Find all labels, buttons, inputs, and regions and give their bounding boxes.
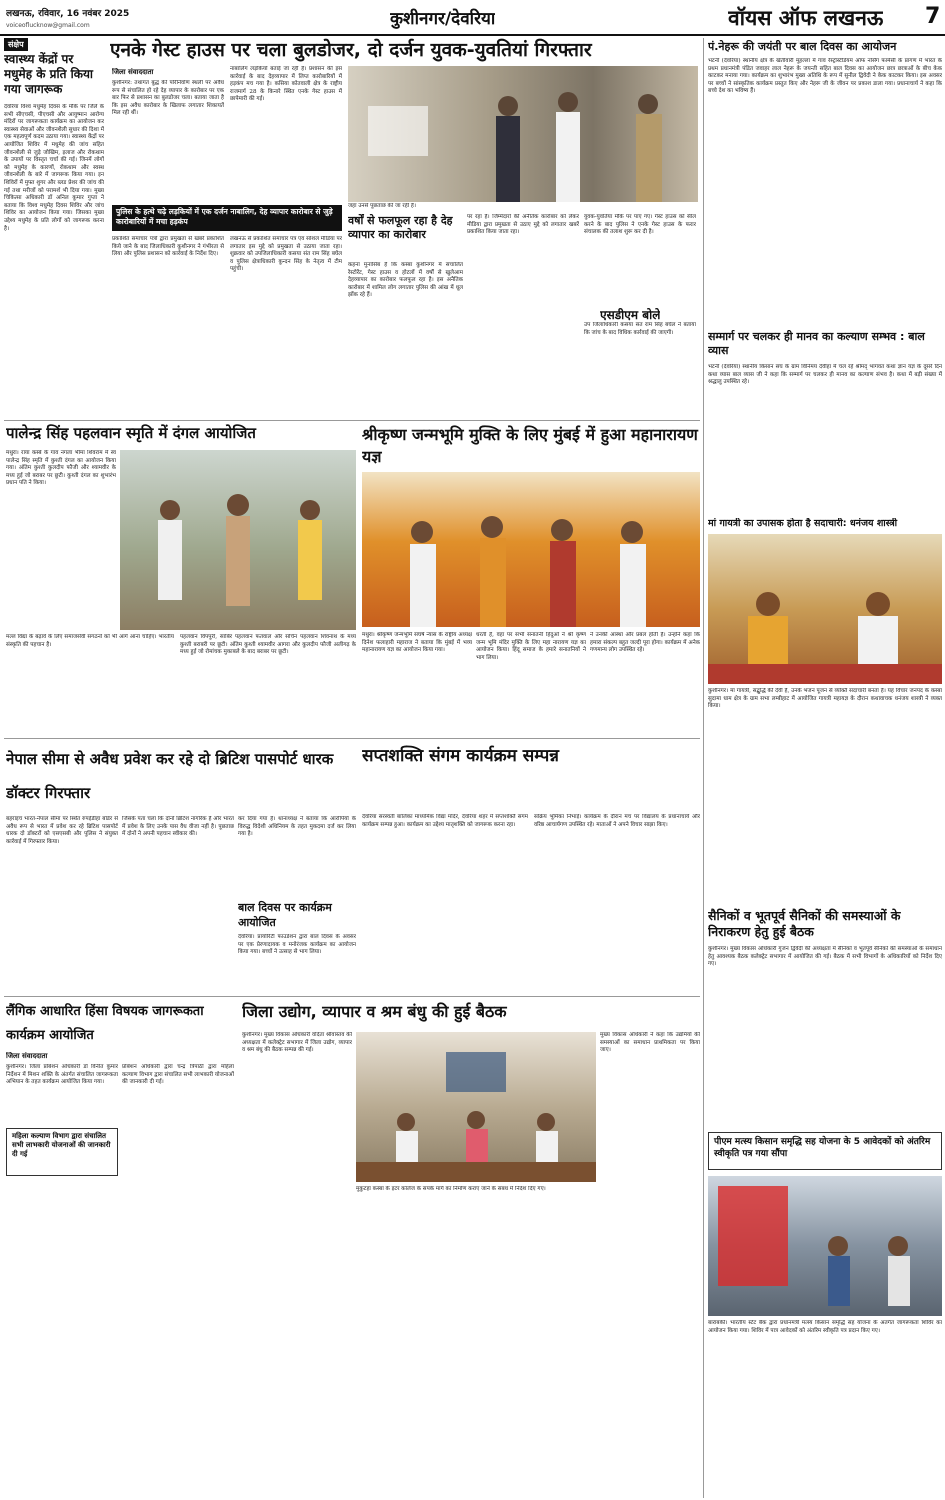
- lead-dateline: जिला संवाददाता: [112, 68, 154, 76]
- udyog-body3: मुख्य विकास अधिकारी ने कहा कि उद्यमियों की समस्याओं का समाधान प्राथमिकता पर किया जाए।: [600, 1032, 700, 1054]
- lead-col-bottom1: प्रकाशित समाचार पत्रों द्वारा प्रमुखता से खबरें प्रकाशित किये जाने के बाद जिलाधिकारी कुशीनगर ने गंभीरता से लिया और पुलिस प्रशासन को कार्रवाई के निर्देश दिए।: [112, 236, 224, 258]
- wrestling-photo-figures: [120, 450, 356, 630]
- gayatri-body: कुशीनगर। मां गायत्री, सद्बुद्धि की देवी है, उनके भजन पूजन से व्यक्ति सदाचारी बनता है। यह विचार जनपद के कस्बा सुदामा धाम क्षेत्र के ग्राम सभा लम्बीहाट में आयोजित गायत्री महायज्ञ के दौरान कथावाचक धनंजय शास्त्री ने व्यक्त किया।: [708, 688, 942, 710]
- baldiwas-body: देवरिया। प्रायोरिटी फाउंडेशन द्वारा बाल दिवस के अवसर पर एक प्रेरणादायक व मनोरंजक कार्यक्रम का आयोजन किया गया। बच्चों ने उत्साह से भाग लिया।: [238, 934, 356, 956]
- sdm-headline: एसडीएम बोले: [600, 308, 661, 322]
- sainik-body: कुशीनगर। मुख्य विकास अधिकारी गुंजन द्विवेदी की अध्यक्षता में सैनिकों व भूतपूर्व सैनिकों की समस्याओं के समाधान हेतु आवश्यक बैठक कलेक्ट्रेट सभागार में आयोजित की गई। बैठक में सभी विभागों के अधिकारियों को निर्देश दिए गए।: [708, 946, 942, 968]
- janmabhoomi-body3: ने उनकी आस्था और प्रबल होती है। उन्होंने कहा कि हमारा संकल्प बहुत जल्दी पूरा होगा। कार्यक्रम में अनेक गणमान्य लोग उपस्थित रहे।: [590, 632, 700, 654]
- section-rule-1: [4, 420, 700, 421]
- nepal-body2: जिसके पता चला कि दोनों ब्रिटिश नागरिक हैं और भारत में प्रवेश के लिए उनके पास वैध वीजा नहीं है। पूछताछ में दोनों ने अपनी पहचान स्वीकार की।: [122, 816, 234, 838]
- janmabhoomi-photo: [362, 472, 700, 627]
- gayatri-photo-figures: [708, 534, 942, 684]
- laingik-headline: लैंगिक आधारित हिंसा विषयक जागरूकता कार्यक्रम आयोजित: [6, 1004, 204, 1043]
- udyog-body2: मुकुटहा कस्बा के इंटर कॉलेज के संपर्क मार्ग का निर्माण कराए जाने के संबंध में निर्देश दिए गए।: [356, 1186, 546, 1192]
- section-rule-2: [4, 738, 700, 739]
- lead-side-headline: वर्षों से फलफूल रहा है देह व्यापार का कारोबार: [348, 214, 453, 241]
- janmabhoomi-photo-figures: [362, 472, 700, 627]
- laingik-box: महिला कल्याण विभाग द्वारा संचालित सभी लाभकारी योजनाओं की जानकारी दी गई: [6, 1128, 118, 1176]
- balvyas-headline: सम्मार्ग पर चलकर ही मानव का कल्याण सम्भव : बाल व्यास: [708, 330, 925, 357]
- brief-headline: स्वास्थ्य केंद्रों पर मधुमेह के प्रति किया गया जागरूक: [4, 52, 94, 96]
- lead-col2: नाबालिग लड़कियों बताई जा रही है। प्रशासन की इस कार्रवाई के बाद देहव्यापार में लिप्त कारोबारियों में हड़कंप मच गया है। कसिया कोतवाली क्षेत्र के राष्ट्रीय राजमार्ग 28 के किनारे स्थित एनके गेस्ट हाउस में छापेमारी की गई।: [230, 66, 342, 103]
- lead-col-bottom2: लखनऊ से प्रकाशित समाचार पत्र एवं सोशल मीडिया पर लगातार इस मुद्दे को प्रमुखता से उठाया जाता रहा। शुक्रवार को उपजिलाधिकारी कसया संत राम सिंह बघेल व पुलिस क्षेत्राधिकारी कुन्दन सिंह के नेतृत्व में टीम पहुंची।: [230, 236, 342, 273]
- lead-photo-caption: जहां उनसे पूछताछ की जा रही है।: [348, 203, 416, 209]
- lead-col1: कुशीनगर: तथागत बुद्ध की परिनिर्वाण स्थली पर अवैध रूप से संचालित हो रहे देह व्यापार के कारोबार पर एक बार फिर से प्रशासन का बुलडोजर चला। बताया जाता है कि इस अवैध कारोबार के खिलाफ लगातार शिकायतें मिल रही थीं।: [112, 80, 224, 117]
- page-number: 7: [925, 4, 941, 29]
- laingik-body1: कुशीनगर। जिला प्रोबेशन अधिकारी डॉ विनीत कुमार निर्देशन में मिशन शक्ति के अंतर्गत संचालित जागरूकता अभियान के तहत कार्यक्रम आयोजित किया गया।: [6, 1064, 118, 1086]
- laingik-body2: प्रोबेशन अधिकारी द्वारा चन्द्र त्रिपाठी द्वारा महिला कल्याण विभाग द्वारा संचालित सभी लाभकारी योजनाओं की जानकारी दी गई।: [122, 1064, 234, 1086]
- nepal-body1: बहराइच भारत-नेपाल सीमा पर स्थित रुपईडीहा बॉर्डर से अवैध रूप से भारत में प्रवेश कर रहे ब्रिटिश पासपोर्ट धारक दो डॉक्टरों को एसएसबी और पुलिस ने संयुक्त कार्रवाई में गिरफ्तार किया।: [6, 816, 118, 845]
- udyog-headline: जिला उद्योग, व्यापार व श्रम बंधु की हुई बैठक: [242, 1002, 507, 1021]
- baldiwas-headline: बाल दिवस पर कार्यक्रम आयोजित: [238, 901, 332, 929]
- section-rule-3: [4, 996, 700, 997]
- brief-tag: संक्षेप: [4, 38, 28, 51]
- matsya-photo: [708, 1176, 942, 1316]
- nehru-body: भटनी (देवरिया) स्थानीय क्षेत्र के खेतीवारी मुहल्ला में गांव रेस्ट्रोस्टेडियम ऑफ नर्सिंग फार्मेसी के प्रांगण में भारत के प्रथम प्रधानमंत्री पंडित जवाहर लाल नेहरू के जयन्ती सहित बाल दिवस का आयोजन छात्र छात्राओं के बीच केक काटकर मनाया गया। कार्यक्रम का शुभारंभ मुख्य अतिथि के रूप में सुनील द्विवेदी ने केक काटकर किया। इस अवसर पर बच्चों ने सांस्कृतिक कार्यक्रम प्रस्तुत किए और नेहरू जी के जीवन पर प्रकाश डाला गया। प्रधानाचार्य ने कहा कि बच्चे देश का भविष्य हैं।: [708, 58, 942, 95]
- section-title: कुशीनगर/देवरिया: [390, 9, 496, 29]
- balvyas-body: भटनी (देवरिया) स्थानीय किसान संघ के ग्राम विनिमय देवीहा में चल रहे श्रीमद् भागवत कथा ज्ञान यज्ञ के दूसरे दिन कथा व्यास बाल व्यास जी ने कहा कि सम्मार्ग पर चलकर ही मानव का कल्याण संभव है। कथा में बड़ी संख्या में श्रद्धालु उपस्थित रहे।: [708, 364, 942, 386]
- wrestling-body: मथुरा। राया कस्बे के गांव नगला भीमा शिवराम में स्व पालेन्द्र सिंह स्मृति में कुश्ती दंगल का आयोजन किया गया। अंतिम कुश्ती कुलदीप फौजी और श्यामवीर के मध्य हुई जो बराबर पर छूटी। कुश्ती दंगल का शुभारंभ प्रधान पति ने किया।: [6, 450, 116, 487]
- nehru-headline: पं.नेहरू की जयंती पर बाल दिवस का आयोजन: [708, 40, 897, 53]
- matsya-photo-figures: [708, 1176, 942, 1316]
- wrestling-headline: पालेन्द्र सिंह पहलवान स्मृति में दंगल आयोजित: [6, 424, 256, 442]
- saptashakti-headline: सप्तशक्ति संगम कार्यक्रम सम्पन्न: [362, 746, 559, 766]
- brief-box: [4, 38, 104, 418]
- matsya-body: बाराबंकी। भारतीय स्टेट बैंक द्वारा प्रधानमंत्री मत्स्य किसान समृद्धि सह योजना के अंतर्गत जागरूकता शिविर का आयोजन किया गया। शिविर में पात्र आवेदकों को अंतरिम स्वीकृति पत्र प्रदान किए गए।: [708, 1320, 942, 1334]
- janmabhoomi-body2: धरती है, वहां पर सभी सनातनी हिंदुओं ने श्री कृष्ण जन्म भूमि मंदिर मुक्ति के लिए महा नारायण यज्ञ का आयोजन किया। हिंदू समाज के हमारे सनातनियों ने भाग लिया।: [476, 632, 586, 661]
- brand-logo: वॉयस ऑफ लखनऊ: [728, 5, 884, 30]
- udyog-photo-figures: [356, 1032, 596, 1182]
- date-line: लखनऊ, रविवार, 16 नवंबर 2025: [6, 9, 130, 19]
- gayatri-photo: [708, 534, 942, 684]
- lead-side-body: कहना मुनासिब है कि कस्बा कुशीनगर में संचालित रेस्टोरेंट, गेस्ट हाउस व होटलों में वर्षों से खुलेआम देहव्यापार का कारोबार फलफूल रहा है। इस अनैतिक कारोबार में शामिल लोग लगातार पुलिस की आंख में धूल झोंक रहे हैं।: [348, 262, 463, 299]
- wrestling-photo: [120, 450, 356, 630]
- masthead-rule: [0, 34, 945, 36]
- lead-col-r2: युवक-युवतियां मौके पर पाए गए। गेस्ट हाउस को सील करने के बाद पुलिस ने एनके गेस्ट हाउस के फरार संचालक की तलाश शुरू कर दी है।: [584, 214, 696, 236]
- wrestling-body-left2: मल्ल विद्या के बढ़ावे के लिए समाजसेवी संगठनों को भी आगे आना चाहिए। भारतीय संस्कृति की पहचान है।: [6, 634, 174, 648]
- gayatri-headline: मां गायत्री का उपासक होता है सदाचारी: धनंजय शास्त्री: [708, 518, 898, 529]
- saptashakti-body1: देवरिया सरस्वती बालिका माध्यमिक विद्या मंदिर, देवरिया शहर में सप्तशक्ति संगम कार्यक्रम सम्पन्न हुआ। कार्यक्रम का उद्देश्य मातृशक्ति को जागरूक करना रहा।: [362, 814, 528, 828]
- email: voiceoflucknow@gmail.com: [6, 22, 90, 29]
- udyog-photo: [356, 1032, 596, 1182]
- saptashakti-body2: सक्रिय भूमिका निभाई। कार्यक्रम के दौरान मंच पर विद्यालय के प्रधानाचार्य और वरिष्ठ आचार्यगण उपस्थित रहे। माताओं ने अपने विचार साझा किए।: [534, 814, 700, 828]
- lead-photo: [348, 66, 698, 202]
- sdm-body: उप जिलाधिकारी कसया संत राम सिंह बघेल ने बताया कि जांच के बाद विधिक कार्रवाई की जाएगी।: [584, 322, 696, 336]
- right-col-divider: [703, 38, 704, 1498]
- laingik-dateline: जिला संवाददाता: [6, 1052, 48, 1060]
- udyog-body1: कुशीनगर। मुख्य विकास अधिकारी वंदिता श्रीवास्तव की अध्यक्षता में कलेक्ट्रेट सभागार में जिला उद्योग, व्यापार व श्रम बंधु की बैठक सम्पन्न की गई।: [242, 1032, 352, 1054]
- janmabhoomi-headline: श्रीकृष्ण जन्मभूमि मुक्ति के लिए मुंबई में हुआ महानारायण यज्ञ: [362, 425, 698, 466]
- janmabhoomi-body1: मथुरा। श्रीकृष्ण जन्मभूमि संघर्ष न्यास के राष्ट्रीय अध्यक्ष दिनेश फलाहारी महाराज ने बताया कि मुंबई में भव्य महानारायण यज्ञ का आयोजन किया गया।: [362, 632, 472, 654]
- matsya-headline: पीएम मत्स्य किसान समृद्धि सह योजना के 5 आवेदकों को अंतरिम स्वीकृति पत्र गया सौंपा: [708, 1132, 942, 1170]
- nepal-headline: नेपाल सीमा से अवैध प्रवेश कर रहे दो ब्रिटिश पासपोर्ट धारक डॉक्टर गिरफ्तार: [6, 750, 334, 802]
- lead-col-r1: पर रहा है। जिम्मेदारों की अनैतिक कारोबार को लेकर मीडिया द्वारा प्रमुखता से उठाए मुद्दे को लगातार खबरें प्रकाशित किया जाता रहा।: [467, 214, 579, 236]
- brief-body: देवरिया विश्व मधुमेह दिवस के मौके पर जिले के सभी सीएचसी, पीएचसी और आयुष्मान आरोग्य मंदिरों पर जागरूकता कार्यक्रम का आयोजन कर स्वास्थ्य सेवाओं और जीवनशैली सुधार की दिशा में एक महत्वपूर्ण कदम उठाया गया। स्वास्थ्य केंद्रों पर आयोजित शिविर में मधुमेह की जांच सहित जीवनशैली से जुड़े जोखिम, इलाज और रोकथाम के उपायों पर विस्तृत चर्चा की गई। जिनमें लोगों को मधुमेह के कारणों, रोकथाम और स्वस्थ जीवनशैली के बारे में जागरूक किया गया। इन शिविरों में मुफ्त शुगर और ब्लड प्रेशर की जांच की गई तथा मरीजों को परामर्श भी दिया गया। मुख्य चिकित्सा अधिकारी डॉ अनिल कुमार गुप्ता ने बताया कि विश्व मधुमेह दिवस शिविर और जांच शिविर का आयोजन किया गया। जिसका मुख्य उद्देश्य मधुमेह के प्रति लोगों को जागरूक करना है।: [4, 104, 104, 232]
- nepal-body3: कर दिया गया है। थानाध्यक्ष ने बताया कि आरोपियों के विरुद्ध विदेशी अधिनियम के तहत मुकदमा दर्ज कर लिया गया है।: [238, 816, 356, 838]
- sainik-headline: सैनिकों व भूतपूर्व सैनिकों की समस्याओं के निराकरण हेतु हुई बैठक: [708, 908, 901, 939]
- lead-callout: पुलिस के हत्थे चढ़े लड़कियों में एक दर्जन नाबालिग, देह व्यापार कारोबार से जुड़े कारोबारियों में मचा हड़कंप: [112, 205, 342, 231]
- lead-photo-figures: [348, 66, 698, 202]
- wrestling-body2: पहलवान विपपुरी, साबिर पहलवान फतवाल और सचिन पहलवान शिवनाथ के मध्य कुश्ती बराबरी पर छूटी। अंतिम कुश्ती श्यामवीर आगरा और कुलदीप फौजी अलीगढ़ के मध्य हुई जो रोमांचक मुकाबले के बाद बराबर पर छूटी।: [180, 634, 356, 656]
- lead-headline: एनके गेस्ट हाउस पर चला बुलडोजर, दो दर्जन युवक-युवतियां गिरफ्तार: [110, 39, 592, 61]
